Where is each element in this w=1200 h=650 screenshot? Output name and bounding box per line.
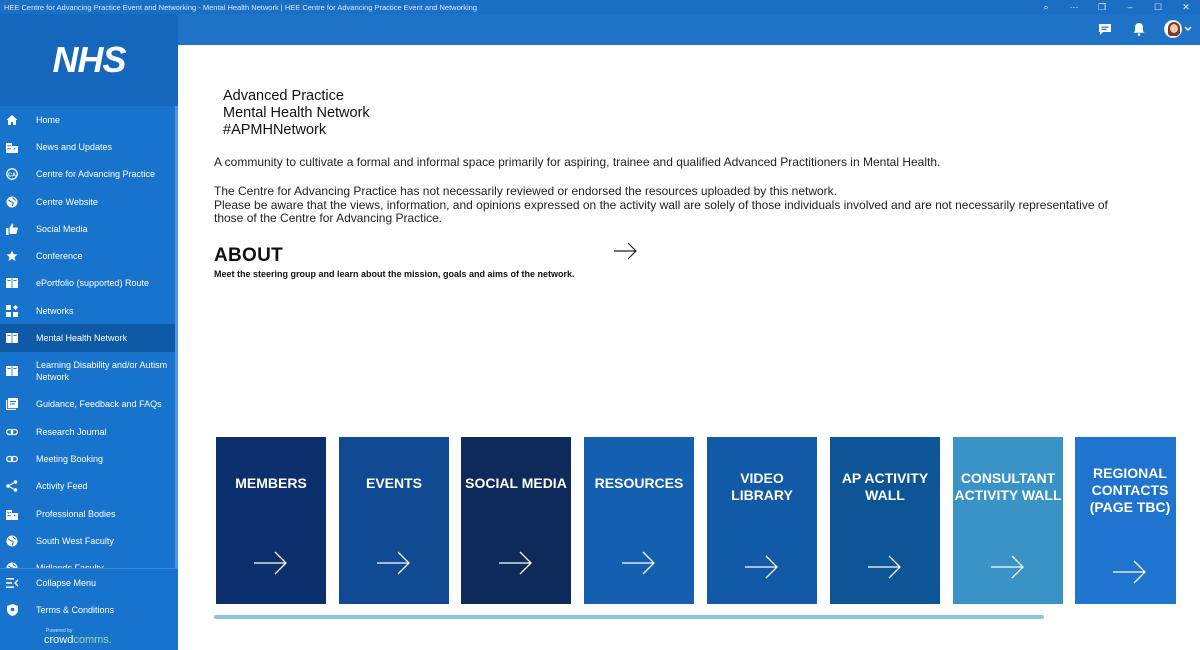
shield-icon [6,604,18,616]
book-icon [6,332,18,344]
collapse-menu-label: Collapse Menu [36,577,97,588]
collapse-menu-button[interactable] [0,569,178,596]
arrow-right-icon [1113,559,1147,585]
tile-label: SOCIAL MEDIA [465,475,567,491]
sidebar-item-label: Centre Website [36,196,98,207]
page-title-line-2: Mental Health Network [223,105,370,121]
sidebar-item-label: Mental Health Network [36,333,128,344]
sidebar-item-label: News and Updates [36,141,113,152]
sidebar-item-south-west-faculty[interactable] [0,527,178,554]
nhs-logo: NHS [52,39,126,80]
page-title-line-3: #APMHNetwork [223,122,327,138]
sidebar-bottom [0,568,178,650]
sidebar-item-label: Guidance, Feedback and FAQs [36,399,162,410]
terms-conditions-label: Terms & Conditions [36,604,115,615]
search-icon[interactable]: ⌕ [1043,2,1049,12]
sidebar-item-label: Professional Bodies [36,508,116,519]
arrow-right-icon [868,554,902,580]
tile-social-media[interactable] [461,437,571,604]
sidebar-item-label: Centre for Advancing Practice [36,169,156,180]
sidebar-item-news-and-updates[interactable] [0,133,178,160]
bell-icon[interactable] [1130,20,1148,38]
sidebar-item-label: Learning Disability and/or Autism Network [36,360,168,383]
sidebar-item-label: Social Media [36,223,88,234]
tile-consultant-activity-wall[interactable] [953,437,1063,604]
tile-members[interactable] [216,437,326,604]
disclaimer-text-1: The Centre for Advancing Practice has not necessarily reviewed or endorsed the resources uploaded by this network. [214,184,838,198]
maximize-icon[interactable]: ☐ [1153,2,1163,12]
nhs-logo-area[interactable] [0,14,178,106]
tile-label: MEMBERS [235,475,307,491]
sidebar-nav [0,106,178,582]
tile-label: RESOURCES [594,475,684,491]
sidebar-item-label: ePortfolio (supported) Route [36,278,150,289]
arrow-right-icon [254,550,288,576]
tile-label: AP ACTIVITY WALL [841,470,929,503]
sidebar-item-label: Conference [36,251,83,262]
chevron-down-icon[interactable] [1184,26,1192,32]
sidebar-item-meeting-booking[interactable] [0,445,178,472]
sidebar-item-label: South West Faculty [36,535,114,546]
sidebar-item-label: Activity Feed [36,481,88,492]
home-icon [6,114,18,126]
sidebar-item-research-journal[interactable] [0,418,178,445]
collapse-icon [6,577,18,589]
page-title [223,88,370,139]
window-title: HEE Centre for Advancing Practice Event and Networking - Mental Health Network | HEE Centre for Advancing Practice Event and Networking [4,2,478,12]
intro-text: A community to cultivate a formal and informal space primarily for aspiring, trainee and qualified Advanced Practitioners in Mental Health. [214,155,941,169]
book-icon [6,277,18,289]
arrow-right-icon [991,554,1025,580]
sidebar-item-eportfolio-supported-route[interactable] [0,270,178,297]
tile-ap-activity-wall[interactable] [830,437,940,604]
sidebar-item-centre-website[interactable] [0,188,178,215]
globe-icon [6,196,18,208]
sidebar-item-home[interactable] [0,106,178,133]
powered-by-text: Powered by [46,628,73,634]
disclaimer-text-2: Please be aware that the views, information, and opinions expressed on the activity wall are solely of those individuals involved and are not necessarily representative of those of the Centre for Advancing Practice. [214,197,1108,226]
sidebar-item-networks[interactable] [0,297,178,324]
arrow-right-icon [499,550,533,576]
carousel-scrollbar[interactable] [214,615,1044,619]
top-header [178,14,1200,45]
building-icon [6,141,18,153]
tile-label: EVENTS [365,475,422,491]
tile-label: REGIONAL CONTACTS (PAGE TBC) [1089,465,1171,515]
tile-video-library[interactable] [707,437,817,604]
sidebar-item-activity-feed[interactable] [0,473,178,500]
terms-conditions-link[interactable] [0,596,178,623]
thumbs-up-icon [6,223,18,235]
window-titlebar [0,0,1200,14]
powered-by-crowdcomms [44,628,112,646]
brand-crowd: crowd [44,634,74,646]
avatar[interactable] [1164,20,1182,38]
tile-regional-contacts-page-tbc[interactable] [1075,437,1176,604]
sidebar-item-label: Home [36,114,61,125]
tile-resources[interactable] [584,437,694,604]
sidebar-item-label: Meeting Booking [36,453,104,464]
about-heading[interactable]: ABOUT [214,245,284,266]
more-icon[interactable]: ⋯ [1069,2,1079,12]
sidebar-item-professional-bodies[interactable] [0,500,178,527]
sidebar-item-mental-health-network[interactable] [0,324,178,351]
brand-comms: comms [73,634,109,646]
sidebar-item-conference[interactable] [0,242,178,269]
arrow-right-icon [745,554,779,580]
link-icon [6,426,18,438]
document-icon [6,398,18,410]
close-icon[interactable]: ✕ [1182,2,1190,12]
ca-icon [6,168,18,180]
minimize-icon[interactable]: – [1127,2,1133,12]
star-icon [6,250,18,262]
page-title-line-1: Advanced Practice [223,88,344,104]
widgets-icon [6,305,18,317]
sidebar-item-label: Networks [36,305,74,316]
sidebar-item-guidance-feedback-and-faqs[interactable] [0,391,178,418]
restore-icon[interactable]: ❐ [1097,2,1107,12]
chat-icon[interactable] [1096,20,1114,38]
brand-dot: . [108,634,112,646]
share-icon [6,480,18,492]
book-icon [6,365,18,377]
sidebar-item-learning-disability-and-or-autism-network[interactable] [0,352,178,391]
sidebar-item-label: Research Journal [36,426,107,437]
about-description: Meet the steering group and learn about the mission, goals and aims of the network. [214,269,575,279]
tile-carousel [216,437,1176,605]
arrow-right-icon [622,550,656,576]
building-icon [6,508,18,520]
sidebar-item-centre-for-advancing-practice[interactable] [0,161,178,188]
tile-events[interactable] [339,437,449,604]
main-content [178,45,1200,650]
tile-label: CONSULTANT ACTIVITY WALL [954,470,1062,503]
sidebar [0,14,178,650]
arrow-right-icon [377,550,411,576]
link-icon [6,453,18,465]
svg-text:CA: CA [8,172,16,179]
globe-icon [6,535,18,547]
about-arrow-icon[interactable] [614,242,638,260]
tile-label: VIDEO LIBRARY [731,470,793,503]
user-menu[interactable] [1164,20,1192,38]
sidebar-item-social-media[interactable] [0,215,178,242]
